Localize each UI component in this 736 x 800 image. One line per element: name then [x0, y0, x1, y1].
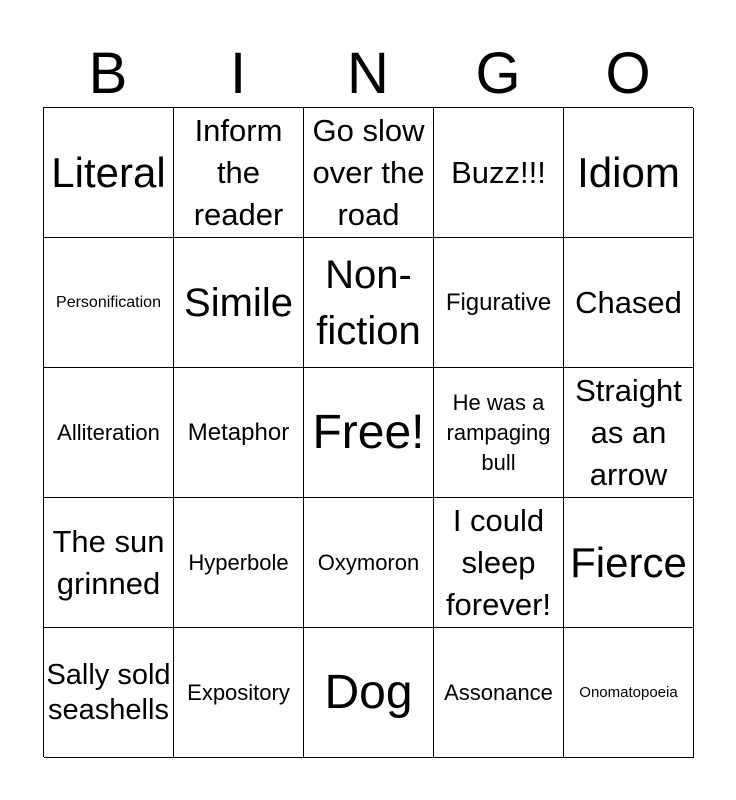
- bingo-cell: [564, 368, 694, 498]
- cell-text: Simile: [184, 280, 293, 325]
- bingo-card: [43, 107, 693, 757]
- cell-text: Idiom: [577, 148, 680, 196]
- header-letter-g: G: [475, 41, 521, 106]
- cell-text: Non-fiction: [316, 252, 421, 353]
- cell-text: I could sleep forever!: [445, 502, 552, 622]
- bingo-cell: [304, 628, 434, 758]
- cell-text: Go slow over the road: [312, 112, 425, 232]
- cell-text: Literal: [51, 148, 166, 196]
- cell-text: Expository: [187, 679, 290, 705]
- bingo-cell: [434, 108, 564, 238]
- cell-text: Alliteration: [57, 419, 160, 445]
- free-space-text: Free!: [312, 405, 425, 459]
- header-letter-i: I: [229, 41, 247, 106]
- bingo-cell: [304, 238, 434, 368]
- bingo-cell: [304, 108, 434, 238]
- header-letter-n: N: [347, 41, 389, 106]
- cell-text: Personification: [56, 293, 161, 311]
- cell-text: Sally sold seashells: [46, 658, 171, 726]
- bingo-cell: [44, 628, 174, 758]
- bingo-cell: [44, 368, 174, 498]
- bingo-header: [43, 42, 693, 106]
- bingo-cell: [44, 238, 174, 368]
- cell-text: Buzz!!!: [451, 154, 546, 190]
- free-space-cell: [304, 368, 434, 498]
- bingo-cell: [174, 238, 304, 368]
- cell-text: Assonance: [444, 679, 553, 705]
- cell-text: Onomatopoeia: [579, 683, 678, 701]
- bingo-cell: [44, 108, 174, 238]
- cell-text: Figurative: [445, 288, 552, 316]
- cell-text: The sun grinned: [52, 523, 165, 601]
- bingo-cell: [434, 628, 564, 758]
- bingo-cell: [564, 238, 694, 368]
- bingo-cell: [434, 238, 564, 368]
- cell-text: Inform the reader: [193, 112, 284, 232]
- cell-text: He was a rampaging bull: [446, 389, 551, 475]
- cell-text: Dog: [324, 665, 413, 719]
- bingo-cell: [44, 498, 174, 628]
- cell-text: Fierce: [570, 538, 687, 586]
- cell-text: Oxymoron: [317, 549, 420, 575]
- header-letter-o: O: [605, 41, 651, 106]
- bingo-cell: [304, 498, 434, 628]
- cell-text: Metaphor: [187, 418, 290, 446]
- cell-text: Hyperbole: [188, 549, 289, 575]
- bingo-cell: [174, 368, 304, 498]
- cell-text: Chased: [575, 284, 682, 320]
- bingo-cell: [434, 498, 564, 628]
- bingo-cell: [174, 628, 304, 758]
- cell-text: Straight as an arrow: [575, 372, 682, 492]
- header-letter-b: B: [88, 41, 128, 106]
- bingo-cell: [564, 498, 694, 628]
- bingo-cell: [434, 368, 564, 498]
- bingo-cell: [564, 108, 694, 238]
- bingo-cell: [564, 628, 694, 758]
- bingo-cell: [174, 108, 304, 238]
- bingo-cell: [174, 498, 304, 628]
